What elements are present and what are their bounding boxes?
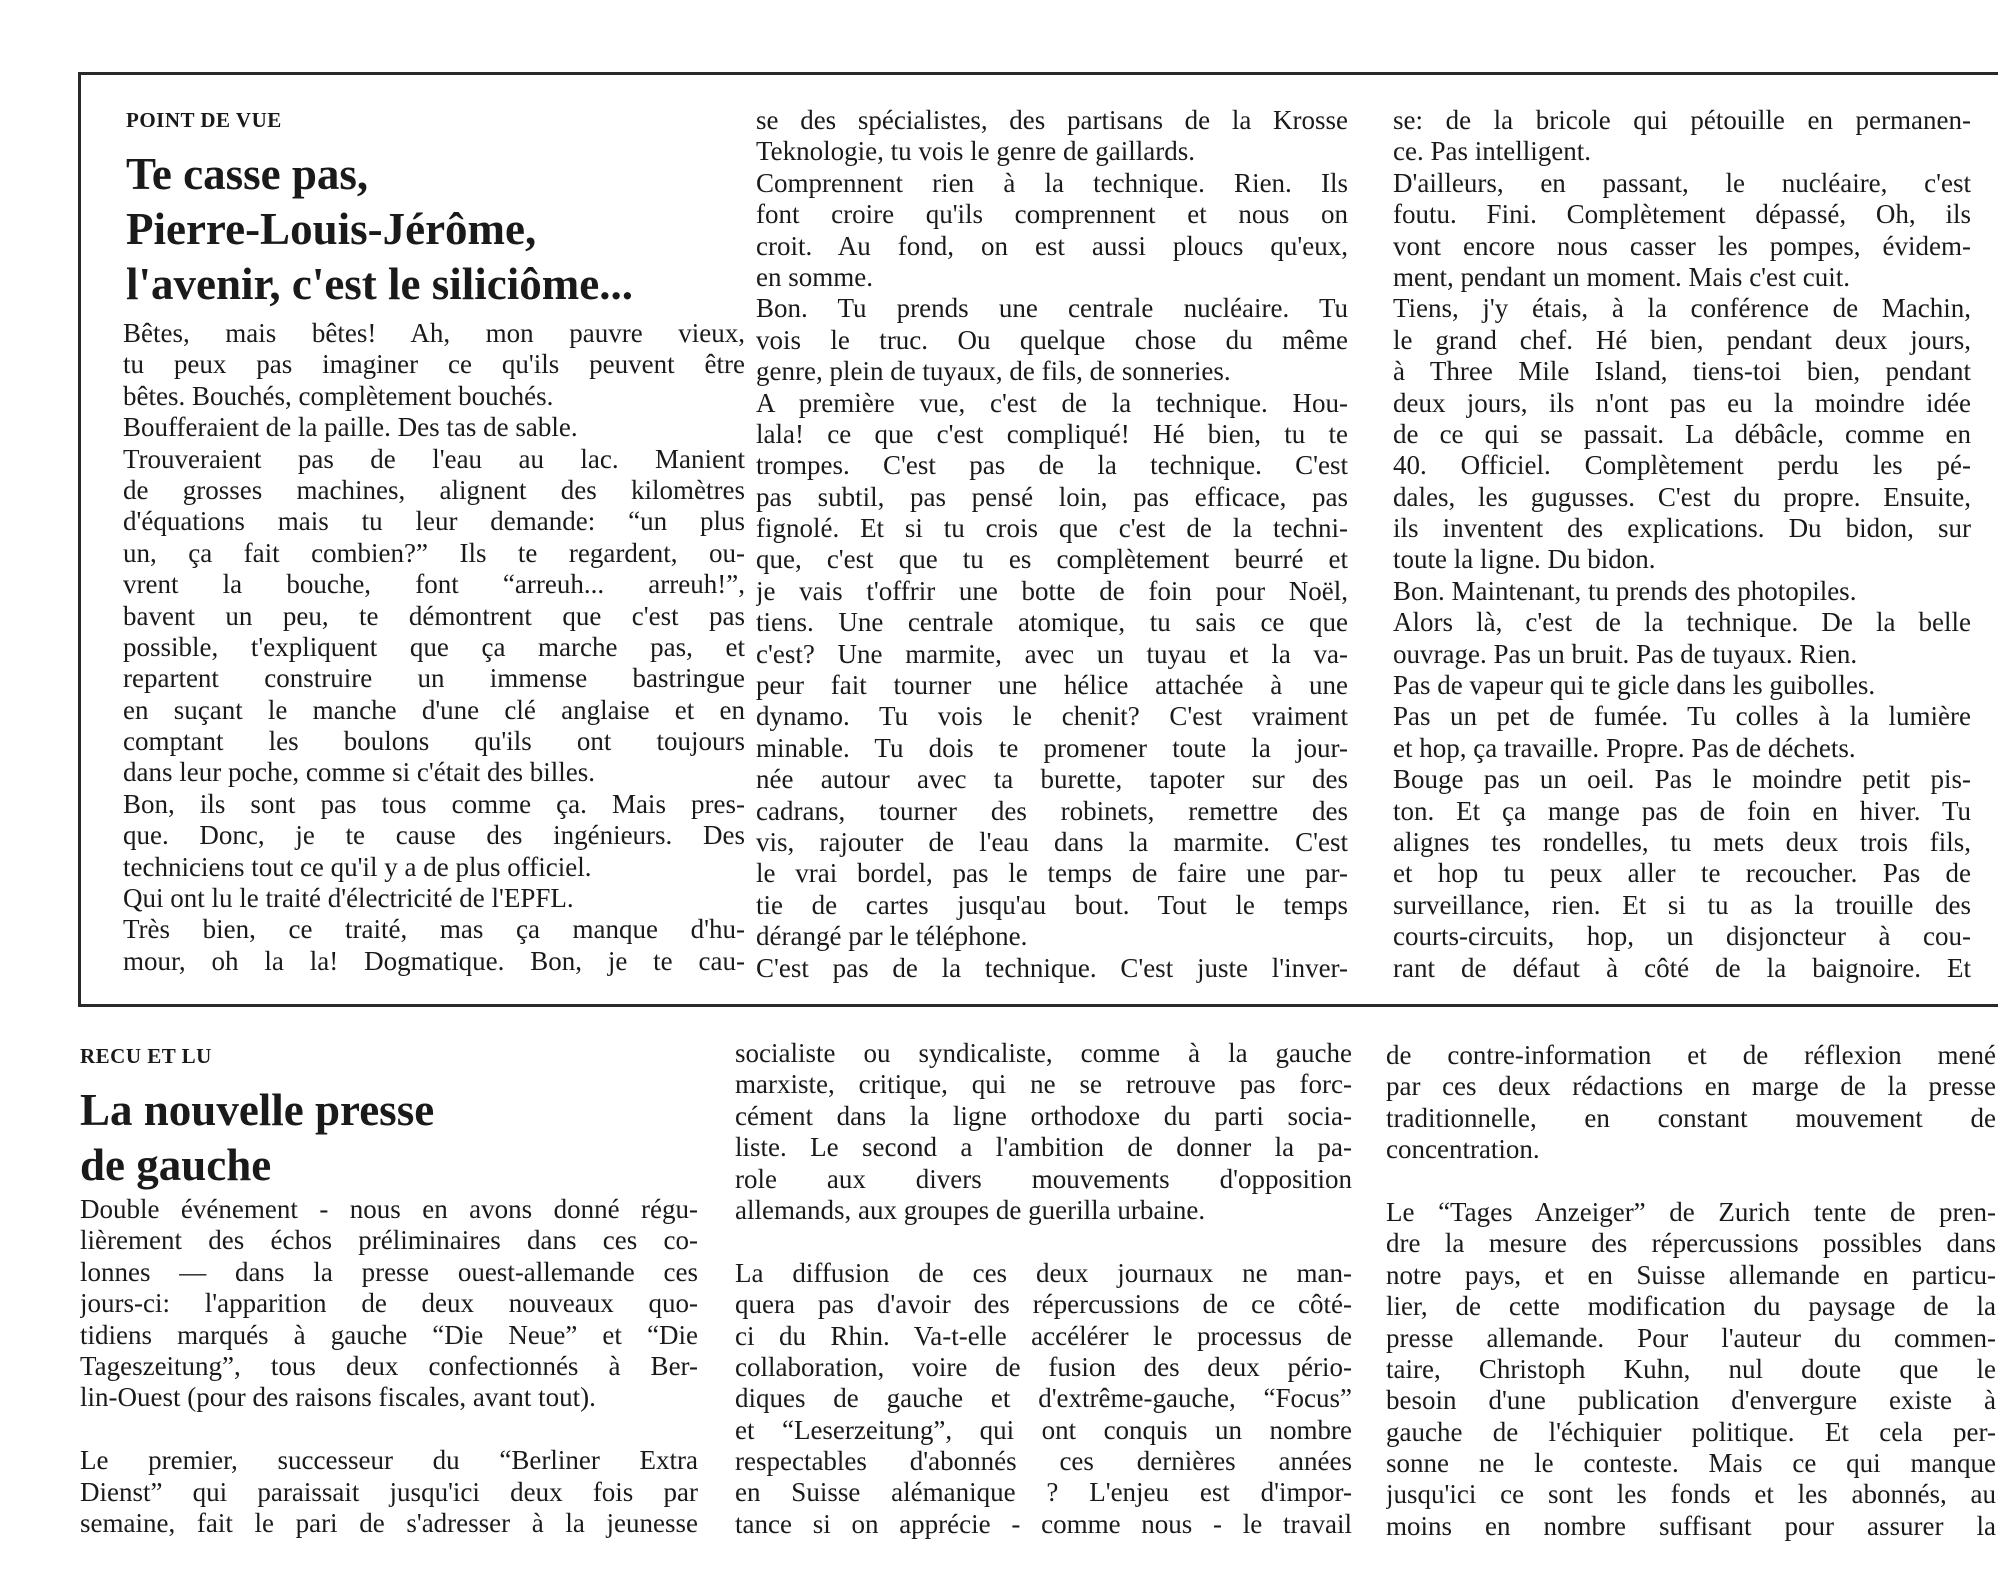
- article1-column-2: [756, 105, 1348, 984]
- text-line: dre la mesure des répercussions possibles dans: [1386, 1228, 1996, 1259]
- text-line: Tiens, j'y étais, à la conférence de Machin,: [1393, 293, 1971, 324]
- text-line: vois le truc. Ou quelque chose du même: [756, 324, 1348, 355]
- text-line: comptant les boulons qu'ils ont toujours: [123, 726, 745, 757]
- text-line: Boufferaient de la paille. Des tas de sable.: [123, 412, 578, 443]
- text-line: ci du Rhin. Va-t-elle accélérer le processus de: [735, 1320, 1352, 1351]
- text-line: Pas de vapeur qui te gicle dans les guibolles.: [1393, 670, 1876, 701]
- text-line: Bon. Tu prends une centrale nucléaire. Tu: [756, 293, 1348, 324]
- text-line: Bêtes, mais bêtes! Ah, mon pauvre vieux,: [123, 318, 745, 348]
- text-line: foutu. Fini. Complètement dépassé, Oh, ils: [1393, 199, 1971, 230]
- headline-line: La nouvelle presse: [80, 1085, 435, 1135]
- text-line: [1386, 1166, 1996, 1197]
- text-line: respectables d'abonnés ces dernières années: [735, 1446, 1352, 1477]
- text-line: Comprennent rien à la technique. Rien. Ils: [756, 167, 1348, 198]
- text-line: minable. Tu dois te promener toute la jour-: [756, 732, 1348, 763]
- kicker-recu-et-lu: RECU ET LU: [80, 1044, 212, 1068]
- text-line: ment, pendant un moment. Mais c'est cuit.: [1393, 261, 1851, 292]
- text-line: et hop, ça travaille. Propre. Pas de déchets.: [1393, 732, 1856, 763]
- text-line: de contre-information et de réflexion mené: [1386, 1040, 1996, 1070]
- text-line: semaine, fait le pari de s'adresser à la jeunesse: [80, 1507, 698, 1538]
- text-line: concentration.: [1386, 1134, 1540, 1165]
- text-line: par ces deux rédactions en marge de la presse: [1386, 1071, 1996, 1102]
- text-line: trompes. C'est pas de la technique. C'est: [756, 450, 1348, 481]
- text-line: à Three Mile Island, tiens-toi bien, pendant: [1393, 356, 1971, 387]
- text-line: se: de la bricole qui pétouille en permanen-: [1393, 105, 1971, 135]
- text-line: liste. Le second a l'ambition de donner la pa-: [735, 1132, 1352, 1163]
- article-recu-et-lu: [0, 1035, 2000, 1595]
- text-line: rant de défaut à côté de la baignoire. Et: [1393, 952, 1971, 983]
- text-line: se des spécialistes, des partisans de la Krosse: [756, 105, 1348, 135]
- text-line: cément dans la ligne orthodoxe du parti socia-: [735, 1100, 1352, 1131]
- text-line: Teknologie, tu vois le genre de gaillards.: [756, 136, 1195, 167]
- text-line: C'est pas de la technique. C'est juste l'inver-: [756, 952, 1348, 983]
- text-line: jours-ci: l'apparition de deux nouveaux quo-: [80, 1288, 698, 1319]
- text-line: en somme.: [756, 261, 873, 292]
- text-line: vrent la bouche, font “arreuh... arreuh!”,: [123, 569, 745, 600]
- text-line: et hop tu peux aller te recoucher. Pas de: [1393, 858, 1971, 889]
- article2-column-2: [735, 1038, 1352, 1540]
- text-line: collaboration, voire de fusion des deux pério-: [735, 1351, 1352, 1382]
- text-line: courts-circuits, hop, un disjoncteur à cou-: [1393, 921, 1971, 952]
- text-line: alignes tes rondelles, tu mets deux trois fils,: [1393, 826, 1971, 857]
- text-line: ton. Et ça mange pas de foin en hiver. Tu: [1393, 795, 1971, 826]
- article2-column-1: [80, 1194, 698, 1539]
- text-line: dynamo. Tu vois le chenit? C'est vraiment: [756, 701, 1348, 732]
- text-line: role aux divers mouvements d'opposition: [735, 1163, 1352, 1194]
- text-line: quera pas d'avoir des répercussions de ce côté-: [735, 1289, 1352, 1320]
- text-line: lier, de cette modification du paysage de la: [1386, 1291, 1996, 1322]
- text-line: Le “Tages Anzeiger” de Zurich tente de pren-: [1386, 1196, 1996, 1227]
- text-line: Le premier, successeur du “Berliner Extra: [80, 1445, 698, 1476]
- text-line: lièrement des échos préliminaires dans ces co-: [80, 1225, 698, 1256]
- text-line: que. Donc, je te cause des ingénieurs. Des: [123, 820, 745, 851]
- text-line: Bon, ils sont pas tous comme ça. Mais pres-: [123, 788, 745, 819]
- text-line: née autour avec ta burette, tapoter sur des: [756, 764, 1348, 795]
- text-line: gauche de l'échiquier politique. Et cela per-: [1386, 1416, 1996, 1447]
- text-line: D'ailleurs, en passant, le nucléaire, c'est: [1393, 167, 1971, 198]
- text-line: Très bien, ce traité, mas ça manque d'hu-: [123, 914, 745, 945]
- article1-column-3: [1393, 105, 1971, 984]
- text-line: surveillance, rien. Et si tu as la trouille des: [1393, 889, 1971, 920]
- text-line: lonnes — dans la presse ouest-allemande ces: [80, 1256, 698, 1287]
- text-line: socialiste ou syndicaliste, comme à la gauche: [735, 1038, 1352, 1068]
- text-line: et “Leserzeitung”, qui ont conquis un nombre: [735, 1414, 1352, 1445]
- text-line: ils inventent des explications. Du bidon, sur: [1393, 513, 1971, 544]
- text-line: lin-Ouest (pour des raisons fiscales, avant tout).: [80, 1382, 596, 1413]
- text-line: diques de gauche et d'extrême-gauche, “Focus”: [735, 1383, 1352, 1414]
- text-line: mour, oh la la! Dogmatique. Bon, je te cau-: [123, 945, 745, 976]
- text-line: repartent construire un immense bastringue: [123, 663, 745, 694]
- text-line: moins en nombre suffisant pour assurer la: [1386, 1510, 1996, 1541]
- headline-line: Pierre-Louis-Jérôme,: [126, 204, 537, 254]
- text-line: Double événement - nous en avons donné régu-: [80, 1194, 698, 1224]
- headline-recu-et-lu: [80, 1083, 434, 1193]
- text-line: un, ça fait combien?” Ils te regardent, ou-: [123, 537, 745, 568]
- headline-point-de-vue: [126, 147, 633, 312]
- text-line: en suçant le manche d'une clé anglaise et en: [123, 694, 745, 725]
- text-line: 40. Officiel. Complètement perdu les pé-: [1393, 450, 1971, 481]
- text-line: croit. Au fond, on est aussi ploucs qu'eux,: [756, 230, 1348, 261]
- text-line: le grand chef. Hé bien, pendant deux jours,: [1393, 324, 1971, 355]
- text-line: allemands, aux groupes de guerilla urbaine.: [735, 1194, 1206, 1225]
- text-line: bêtes. Bouchés, complètement bouchés.: [123, 380, 554, 411]
- text-line: notre pays, et en Suisse allemande en particu-: [1386, 1259, 1996, 1290]
- text-line: La diffusion de ces deux journaux ne man-: [735, 1257, 1352, 1288]
- text-line: sonne ne le conteste. Mais ce qui manque: [1386, 1448, 1996, 1479]
- text-line: tance si on apprécie - comme nous - le travail: [735, 1508, 1352, 1539]
- headline-line: l'avenir, c'est le siliciôme...: [126, 259, 633, 309]
- text-line: c'est? Une marmite, avec un tuyau et la va-: [756, 638, 1348, 669]
- text-line: vis, rajouter de l'eau dans la marmite. C'est: [756, 826, 1348, 857]
- headline-line: de gauche: [80, 1140, 272, 1190]
- text-line: ouvrage. Pas un bruit. Pas de tuyaux. Rien.: [1393, 638, 1858, 669]
- text-line: Bon. Maintenant, tu prends des photopiles.: [1393, 575, 1857, 606]
- text-line: de grosses machines, alignent des kilomètres: [123, 474, 745, 505]
- text-line: d'équations mais tu leur demande: “un plus: [123, 506, 745, 537]
- text-line: toute la ligne. Du bidon.: [1393, 544, 1656, 575]
- text-line: en Suisse alémanique ? L'enjeu est d'impor-: [735, 1477, 1352, 1508]
- article-point-de-vue: [78, 72, 1998, 1007]
- text-line: vont encore nous casser les pompes, évidem-: [1393, 230, 1971, 261]
- text-line: tiens. Une centrale atomique, tu sais ce que: [756, 607, 1348, 638]
- text-line: bavent un peu, te démontrent que c'est pas: [123, 600, 745, 631]
- text-line: marxiste, critique, qui ne se retrouve pas forc-: [735, 1069, 1352, 1100]
- headline-line: Te casse pas,: [126, 149, 369, 199]
- text-line: lala! ce que c'est compliqué! Hé bien, tu te: [756, 418, 1348, 449]
- text-line: dans leur poche, comme si c'était des billes.: [123, 757, 595, 788]
- text-line: Trouveraient pas de l'eau au lac. Manient: [123, 443, 745, 474]
- text-line: techniciens tout ce qu'il y a de plus officiel.: [123, 851, 592, 882]
- text-line: le vrai bordel, pas le temps de faire une par-: [756, 858, 1348, 889]
- text-line: tu peux pas imaginer ce qu'ils peuvent être: [123, 349, 745, 380]
- text-line: dales, les gugusses. C'est du propre. Ensuite,: [1393, 481, 1971, 512]
- text-line: [80, 1414, 698, 1445]
- text-line: Pas un pet de fumée. Tu colles à la lumière: [1393, 701, 1971, 732]
- text-line: je vais t'offrir une botte de foin pour Noël,: [756, 575, 1348, 606]
- text-line: font croire qu'ils comprennent et nous on: [756, 199, 1348, 230]
- text-line: de ce qui se passait. La débâcle, comme en: [1393, 418, 1971, 449]
- text-line: besoin d'une publication d'envergure existe à: [1386, 1385, 1996, 1416]
- text-line: genre, plein de tuyaux, de fils, de sonneries.: [756, 356, 1231, 387]
- text-line: jusqu'ici ce sont les fonds et les abonnés, au: [1386, 1479, 1996, 1510]
- text-line: taire, Christoph Kuhn, nul doute que le: [1386, 1353, 1996, 1384]
- text-line: traditionnelle, en constant mouvement de: [1386, 1102, 1996, 1133]
- text-line: Dienst” qui paraissait jusqu'ici deux fois par: [80, 1476, 698, 1507]
- article2-column-3: [1386, 1040, 1996, 1542]
- text-line: cadrans, tourner des robinets, remettre des: [756, 795, 1348, 826]
- text-line: ce. Pas intelligent.: [1393, 136, 1591, 167]
- text-line: Bouge pas un oeil. Pas le moindre petit pis-: [1393, 764, 1971, 795]
- text-line: Qui ont lu le traité d'électricité de l'EPFL.: [123, 883, 574, 914]
- text-line: presse allemande. Pour l'auteur du commen-: [1386, 1322, 1996, 1353]
- text-line: tidiens marqués à gauche “Die Neue” et “Die: [80, 1319, 698, 1350]
- text-line: fignolé. Et si tu crois que c'est de la techni-: [756, 513, 1348, 544]
- article1-column-1: [123, 318, 745, 977]
- text-line: que, c'est que tu es complètement beurré et: [756, 544, 1348, 575]
- text-line: A première vue, c'est de la technique. Hou-: [756, 387, 1348, 418]
- text-line: tie de cartes jusqu'au bout. Tout le temps: [756, 889, 1348, 920]
- text-line: dérangé par le téléphone.: [756, 921, 1028, 952]
- text-line: pas subtil, pas pensé loin, pas efficace, pas: [756, 481, 1348, 512]
- text-line: Tageszeitung”, tous deux confectionnés à Ber-: [80, 1350, 698, 1381]
- text-line: Alors là, c'est de la technique. De la belle: [1393, 607, 1971, 638]
- text-line: [735, 1226, 1352, 1257]
- text-line: possible, t'expliquent que ça marche pas, et: [123, 631, 745, 662]
- text-line: peur fait tourner une hélice attachée à une: [756, 670, 1348, 701]
- text-line: deux jours, ils n'ont pas eu la moindre idée: [1393, 387, 1971, 418]
- kicker-point-de-vue: POINT DE VUE: [126, 108, 282, 132]
